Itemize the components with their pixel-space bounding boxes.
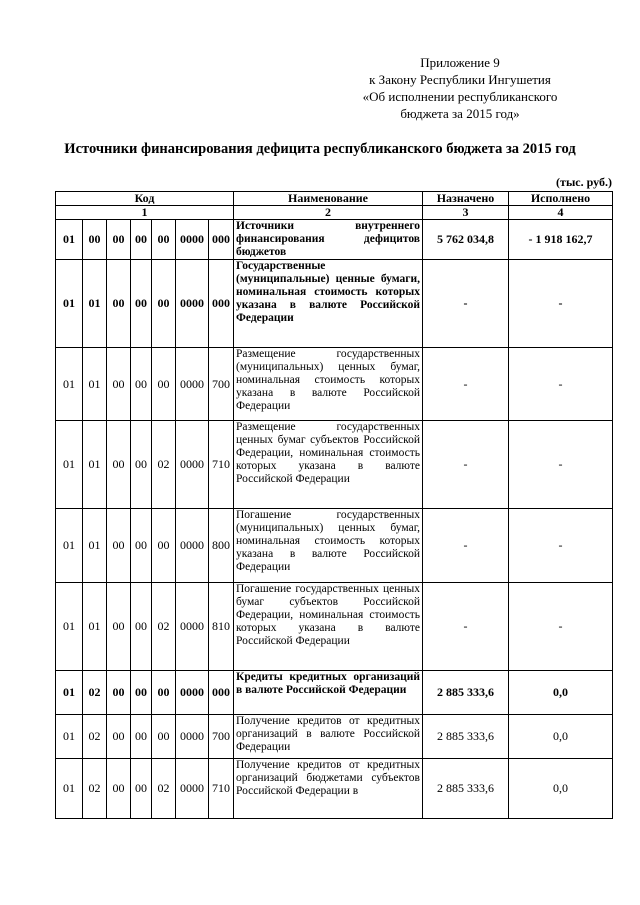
row-planned: - [423,260,509,348]
code-part: 00 [131,421,152,509]
code-part: 00 [107,421,131,509]
table-row [56,348,613,421]
code-part: 00 [152,715,176,759]
table-row [56,260,613,348]
col-number-2: 2 [234,206,423,220]
header-name: Наименование [234,192,423,206]
code-part: 000 [209,220,234,260]
code-part: 00 [131,509,152,583]
row-executed: - 1 918 162,7 [509,220,613,260]
code-part: 02 [152,759,176,819]
code-part: 02 [152,583,176,671]
code-part: 02 [83,671,107,715]
row-planned: 2 885 333,6 [423,671,509,715]
code-part: 00 [131,759,152,819]
row-name: Кредиты кредитных организаций в валюте Российской Федерации [234,671,423,715]
code-part: 0000 [176,759,209,819]
code-part: 01 [83,348,107,421]
code-part: 00 [107,348,131,421]
appendix-law: к Закону Республики Ингушетия [369,72,551,87]
col-number-1: 1 [56,206,234,220]
code-part: 01 [56,583,83,671]
code-part: 00 [131,715,152,759]
appendix-reference [310,54,610,122]
code-part: 00 [107,759,131,819]
code-part: 00 [131,220,152,260]
code-part: 02 [83,715,107,759]
code-part: 01 [83,260,107,348]
code-part: 01 [83,509,107,583]
row-name: Получение кредитов от кредитных организаций в валюте Российской Федерации [234,715,423,759]
row-executed: - [509,421,613,509]
code-part: 0000 [176,260,209,348]
code-part: 02 [152,421,176,509]
row-planned: 2 885 333,6 [423,715,509,759]
code-part: 00 [152,509,176,583]
code-part: 0000 [176,715,209,759]
code-part: 01 [56,220,83,260]
code-part: 0000 [176,220,209,260]
code-part: 02 [83,759,107,819]
code-part: 01 [83,583,107,671]
document-title: Источники финансирования дефицита республиканского бюджета за 2015 год [64,141,576,157]
code-part: 00 [107,671,131,715]
col-number-4: 4 [509,206,613,220]
code-part: 01 [56,509,83,583]
row-name: Размещение государственных (муниципальных) ценных бумаг, номинальная стоимость которых указана в валюте Российской Федерации [234,348,423,421]
table-row [56,421,613,509]
row-planned: - [423,348,509,421]
row-name: Погашение государственных (муниципальных) ценных бумаг, номинальная стоимость которых указана в валюте Российской Федерации [234,509,423,583]
code-part: 0000 [176,348,209,421]
code-part: 00 [107,260,131,348]
code-part: 00 [83,220,107,260]
code-part: 01 [56,715,83,759]
row-executed: 0,0 [509,759,613,819]
table-row [56,715,613,759]
row-name: Получение кредитов от кредитных организаций бюджетами субъектов Российской Федерации в [234,759,423,819]
code-part: 700 [209,348,234,421]
row-name: Погашение государственных ценных бумаг субъектов Российской Федерации, номинальная стоимость которых указана в валюте Российской Федерации [234,583,423,671]
col-number-3: 3 [423,206,509,220]
code-part: 00 [107,509,131,583]
row-planned: 5 762 034,8 [423,220,509,260]
row-executed: - [509,260,613,348]
row-name: Источники внутреннего финансирования дефицитов бюджетов [234,220,423,260]
code-part: 00 [107,220,131,260]
table-row [56,220,613,260]
header-code: Код [56,192,234,206]
code-part: 00 [152,671,176,715]
table-row [56,759,613,819]
code-part: 000 [209,260,234,348]
table-row [56,583,613,671]
units-label: (тыс. руб.) [556,175,612,189]
header-planned: Назначено [423,192,509,206]
row-name: Размещение государственных ценных бумаг субъектов Российской Федерации, номинальная стоимость которых указана в валюте Российской Федерации [234,421,423,509]
code-part: 0000 [176,671,209,715]
table-row [56,509,613,583]
code-part: 01 [83,421,107,509]
code-part: 000 [209,671,234,715]
code-part: 0000 [176,583,209,671]
code-part: 01 [56,671,83,715]
code-part: 00 [107,715,131,759]
code-part: 710 [209,759,234,819]
row-executed: 0,0 [509,715,613,759]
code-part: 01 [56,260,83,348]
row-executed: - [509,583,613,671]
header-executed: Исполнено [509,192,613,206]
code-part: 800 [209,509,234,583]
appendix-number: Приложение 9 [420,55,500,70]
code-part: 0000 [176,509,209,583]
code-part: 00 [131,260,152,348]
row-executed: - [509,509,613,583]
code-part: 00 [131,671,152,715]
row-planned: - [423,583,509,671]
code-part: 710 [209,421,234,509]
code-part: 00 [152,348,176,421]
row-name: Государственные (муниципальные) ценные бумаги, номинальная стоимость которых указана в валюте Российской Федерации [234,260,423,348]
appendix-law-title: «Об исполнении республиканского [362,89,558,104]
code-part: 0000 [176,421,209,509]
table-row [56,671,613,715]
code-part: 00 [131,348,152,421]
code-part: 700 [209,715,234,759]
column-numbers-row [56,206,613,220]
row-executed: 0,0 [509,671,613,715]
code-part: 01 [56,421,83,509]
code-part: 01 [56,348,83,421]
row-planned: - [423,421,509,509]
code-part: 810 [209,583,234,671]
code-part: 00 [152,220,176,260]
code-part: 00 [107,583,131,671]
code-part: 00 [131,583,152,671]
financing-sources-table [55,191,613,819]
row-executed: - [509,348,613,421]
code-part: 00 [152,260,176,348]
row-planned: - [423,509,509,583]
code-part: 01 [56,759,83,819]
appendix-law-title-cont: бюджета за 2015 год» [400,106,520,121]
row-planned: 2 885 333,6 [423,759,509,819]
